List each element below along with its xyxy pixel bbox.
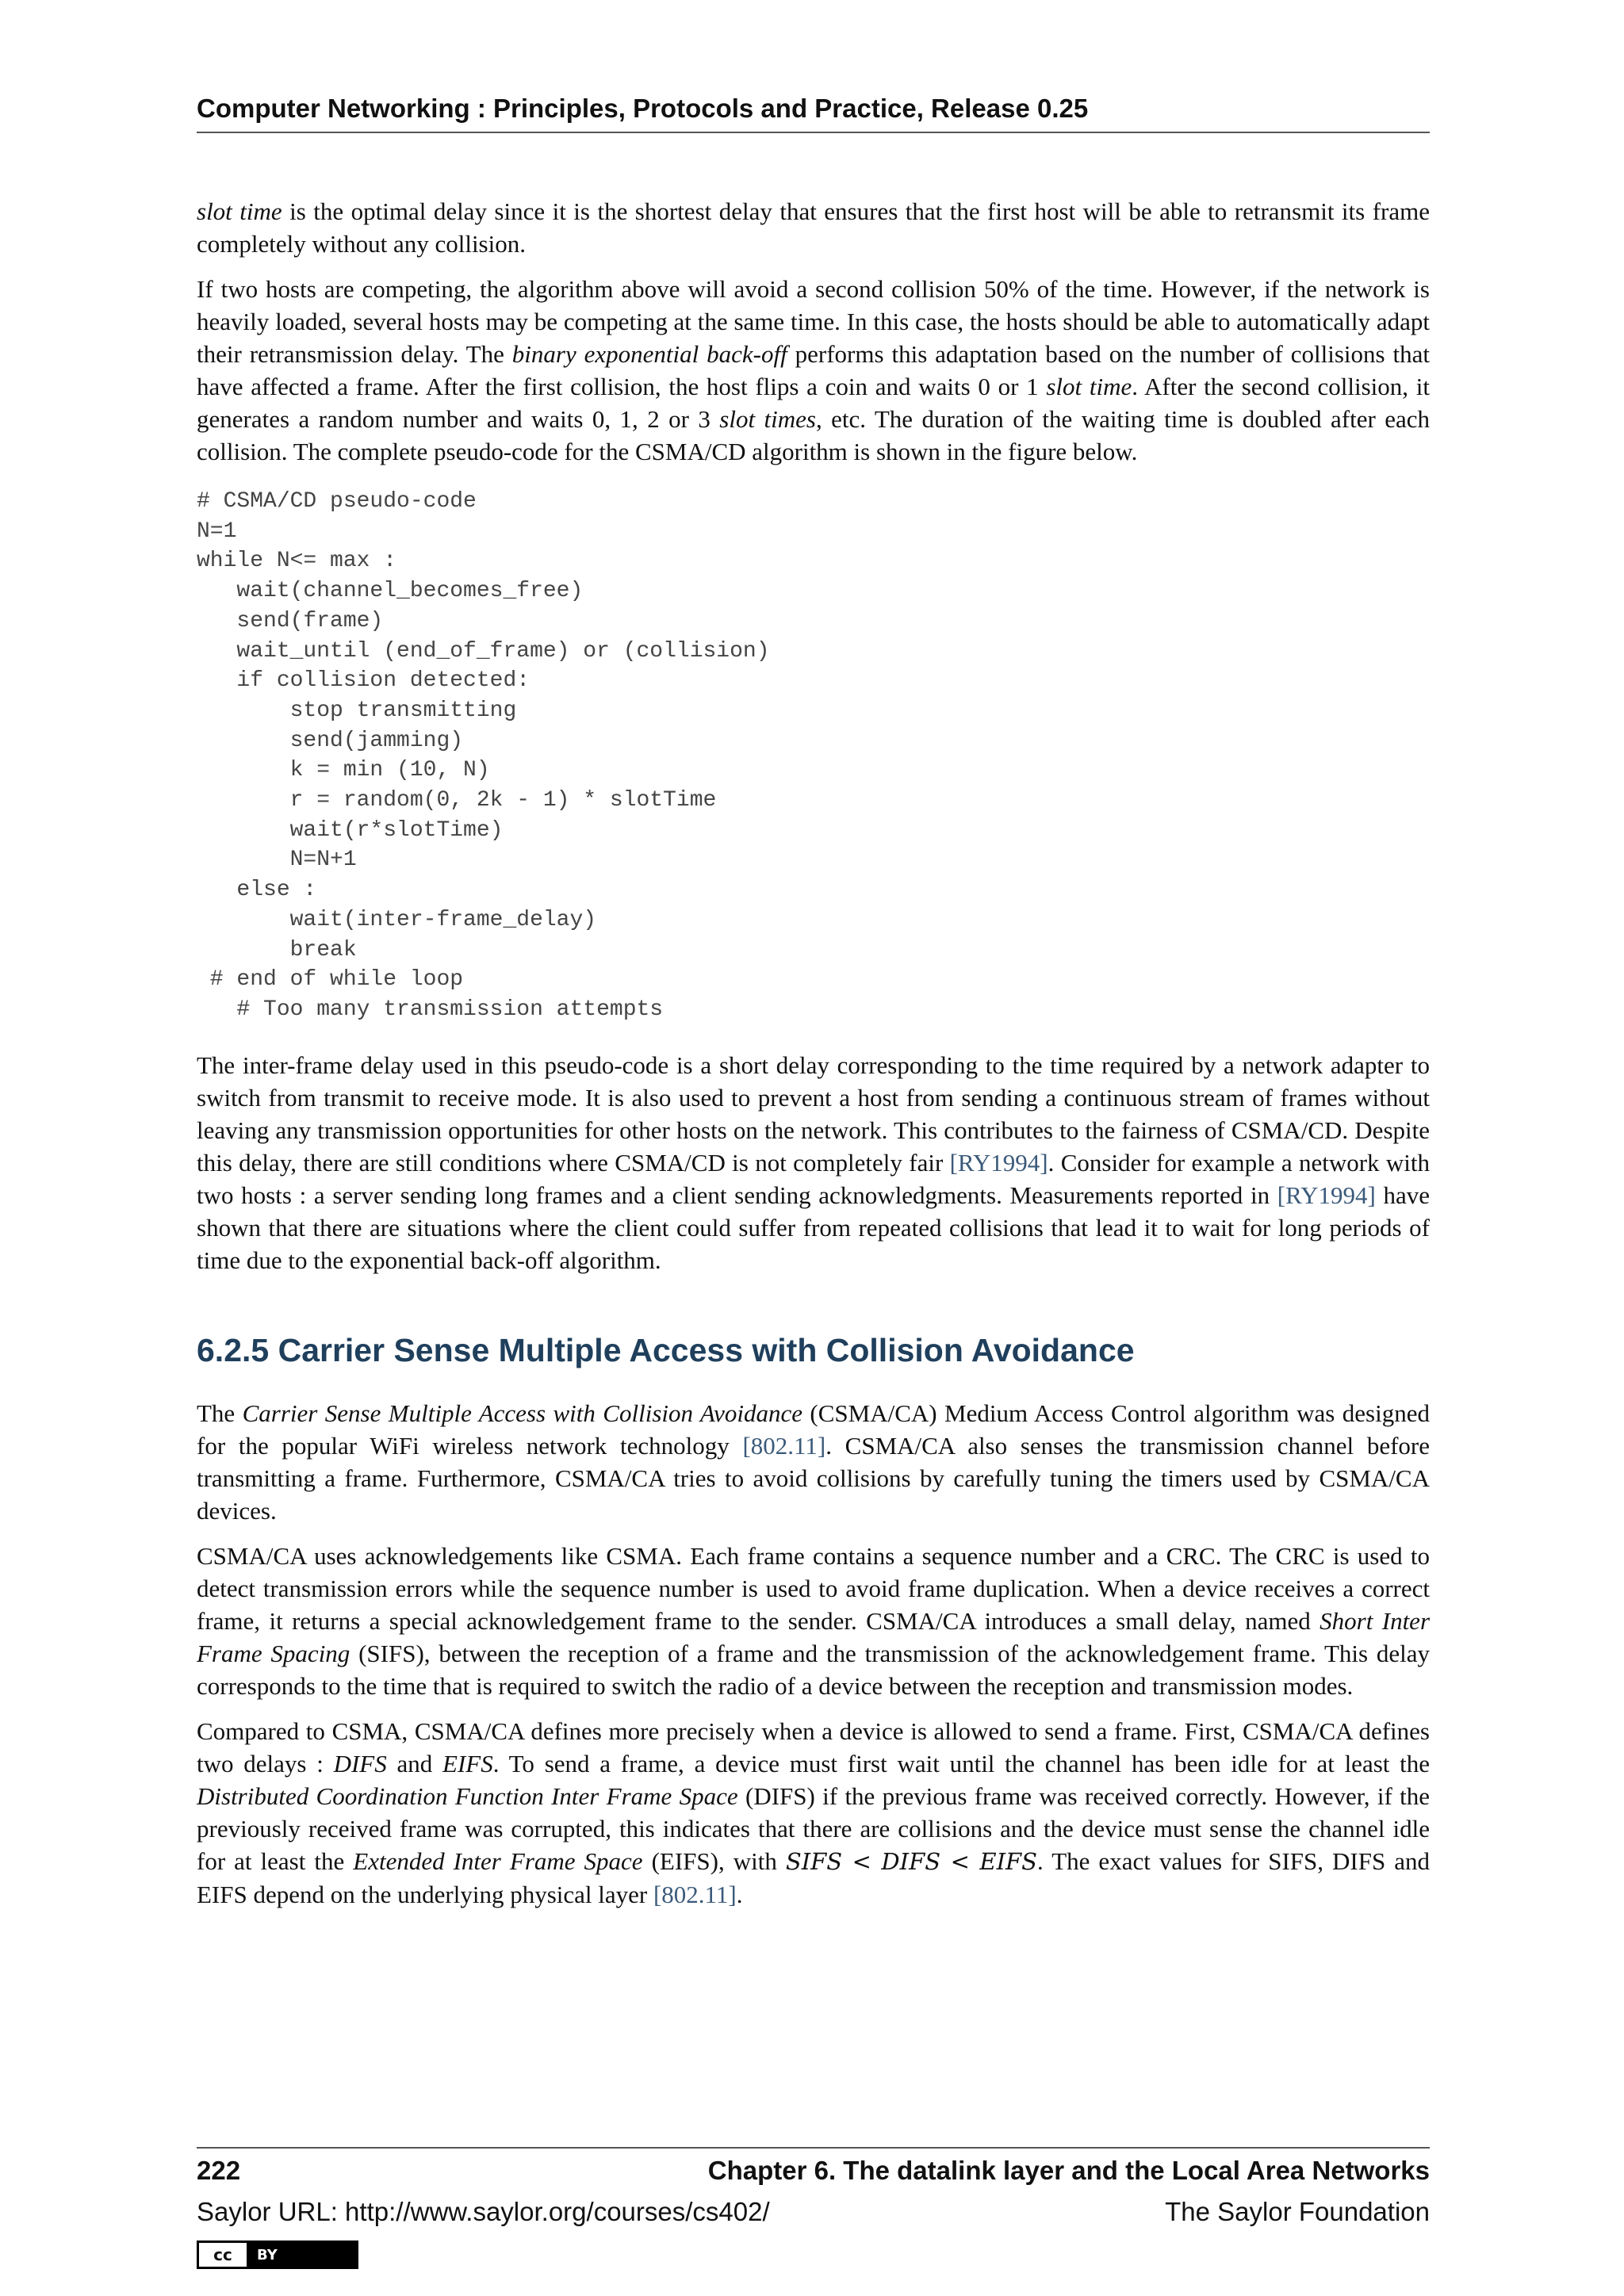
citation-link[interactable]: [802.11]: [653, 1880, 737, 1908]
citation-link[interactable]: [RY1994]: [1277, 1181, 1376, 1209]
term-binary-exponential-backoff: binary exponential back-off: [511, 340, 787, 368]
page-body: [197, 195, 1430, 1923]
paragraph-backoff: If two hosts are competing, the algorithm above will avoid a second collision 50% of the time. However, if the network is heavily loaded, several hosts may be competing at the same time. In this case, the hosts should be able to automatically adapt their retransmission delay. The binary exponential back-off performs this adaptation based on the number of collisions that have affected a frame. After the first collision, the host flips a coin and waits 0 or 1 slot time. After the second collision, it generates a random number and waits 0, 1, 2 or 3 slot times, etc. The duration of the waiting time is doubled after each collision. The complete pseudo-code for the CSMA/CD algorithm is shown in the figure below.: [197, 275, 1430, 465]
running-header: Computer Networking : Principles, Protocols and Practice, Release 0.25: [197, 89, 1430, 133]
paragraph-inter-frame-delay: The inter-frame delay used in this pseudo-code is a short delay corresponding to the time required by a network adapter to switch from transmit to receive mode. It is also used to prevent a host from sending a continuous stream of frames without leaving any transmission opportunities for other hosts on the network. This contributes to the fairness of CSMA/CD. Despite this delay, there are still conditions where CSMA/CD is not completely fair [RY1994]. Consider for example a network with two hosts : a server sending long frames and a client sending acknowledgments. Measurements reported in [RY1994] have shown that there are situations where the client could suffer from repeated collisions that lead it to wait for long periods of time due to the exponential back-off algorithm.: [197, 1050, 1430, 1274]
source-url: Saylor URL: http://www.saylor.org/courses/cs402/: [197, 2197, 770, 2226]
inline-math: SIFS < DIFS < EIFS: [785, 1847, 1038, 1875]
chapter-title: Chapter 6. The datalink layer and the Local Area Networks: [707, 2156, 1430, 2185]
footer-divider: [197, 2147, 1430, 2149]
citation-link[interactable]: [802.11]: [742, 1431, 826, 1460]
by-label: BY: [249, 2243, 356, 2267]
code-block-csma-cd: # CSMA/CD pseudo-code N=1 while N<= max : wait(channel_becomes_free) send(frame) wait_until (end_of_frame) or (collision) if collision detected: stop transmitting send(jamming) k = min (10, N) r = random(0, 2k - 1) * slotTime wait(r*slotTime) N=N+1 else : wait(inter-frame_delay) break # end of while loop # Too many transmission attempts: [197, 489, 770, 1022]
cc-by-license-icon: [197, 2241, 358, 2269]
section-heading: 6.2.5 Carrier Sense Multiple Access with Collision Avoidance: [197, 1331, 1135, 1368]
paragraph-difs-eifs: Compared to CSMA, CSMA/CA defines more precisely when a device is allowed to send a frame. First, CSMA/CA defines two delays : DIFS and EIFS. To send a frame, a device must first wait until the channel has been idle for at least the Distributed Coordination Function Inter Frame Space (DIFS) if the previous frame was received correctly. However, if the previously received frame was corrupted, this indicates that there are collisions and the device must sense the channel idle for at least the Extended Inter Frame Space (EIFS), with SIFS < DIFS < EIFS. The exact values for SIFS, DIFS and EIFS depend on the underlying physical layer [802.11].: [197, 1716, 1431, 1908]
page-number: 222: [197, 2156, 241, 2185]
publisher: The Saylor Foundation: [1165, 2197, 1430, 2226]
paragraph-csma-ca-intro: The Carrier Sense Multiple Access with Collision Avoidance (CSMA/CA) Medium Access Control algorithm was designed for the popular WiFi wireless network technology [802.11]. CSMA/CA also senses the transmission channel before transmitting a frame. Furthermore, CSMA/CA tries to avoid collisions by carefully tuning the timers used by CSMA/CA devices.: [197, 1399, 1430, 1525]
paragraph-slot-time: slot time is the optimal delay since it is the shortest delay that ensures that the first host will be able to retransmit its frame completely without any collision.: [197, 197, 1430, 258]
footer-chapter-line: [197, 2153, 1430, 2188]
paragraph-acknowledgements: CSMA/CA uses acknowledgements like CSMA. Each frame contains a sequence number and a CRC. The CRC is used to detect transmission errors while the sequence number is used to avoid frame duplication. When a device receives a correct frame, it returns a special acknowledgement frame to the sender. CSMA/CA introduces a small delay, named Short Inter Frame Spacing (SIFS), between the reception of a frame and the transmission of the acknowledgement frame. This delay corresponds to the time that is required to switch the radio of a device between the reception and transmission modes.: [197, 1541, 1431, 1700]
footer-source-line: [197, 2195, 1430, 2229]
term-slot-time: slot time: [197, 197, 282, 225]
citation-link[interactable]: [RY1994]: [949, 1148, 1048, 1177]
cc-icon: cc: [199, 2243, 249, 2267]
